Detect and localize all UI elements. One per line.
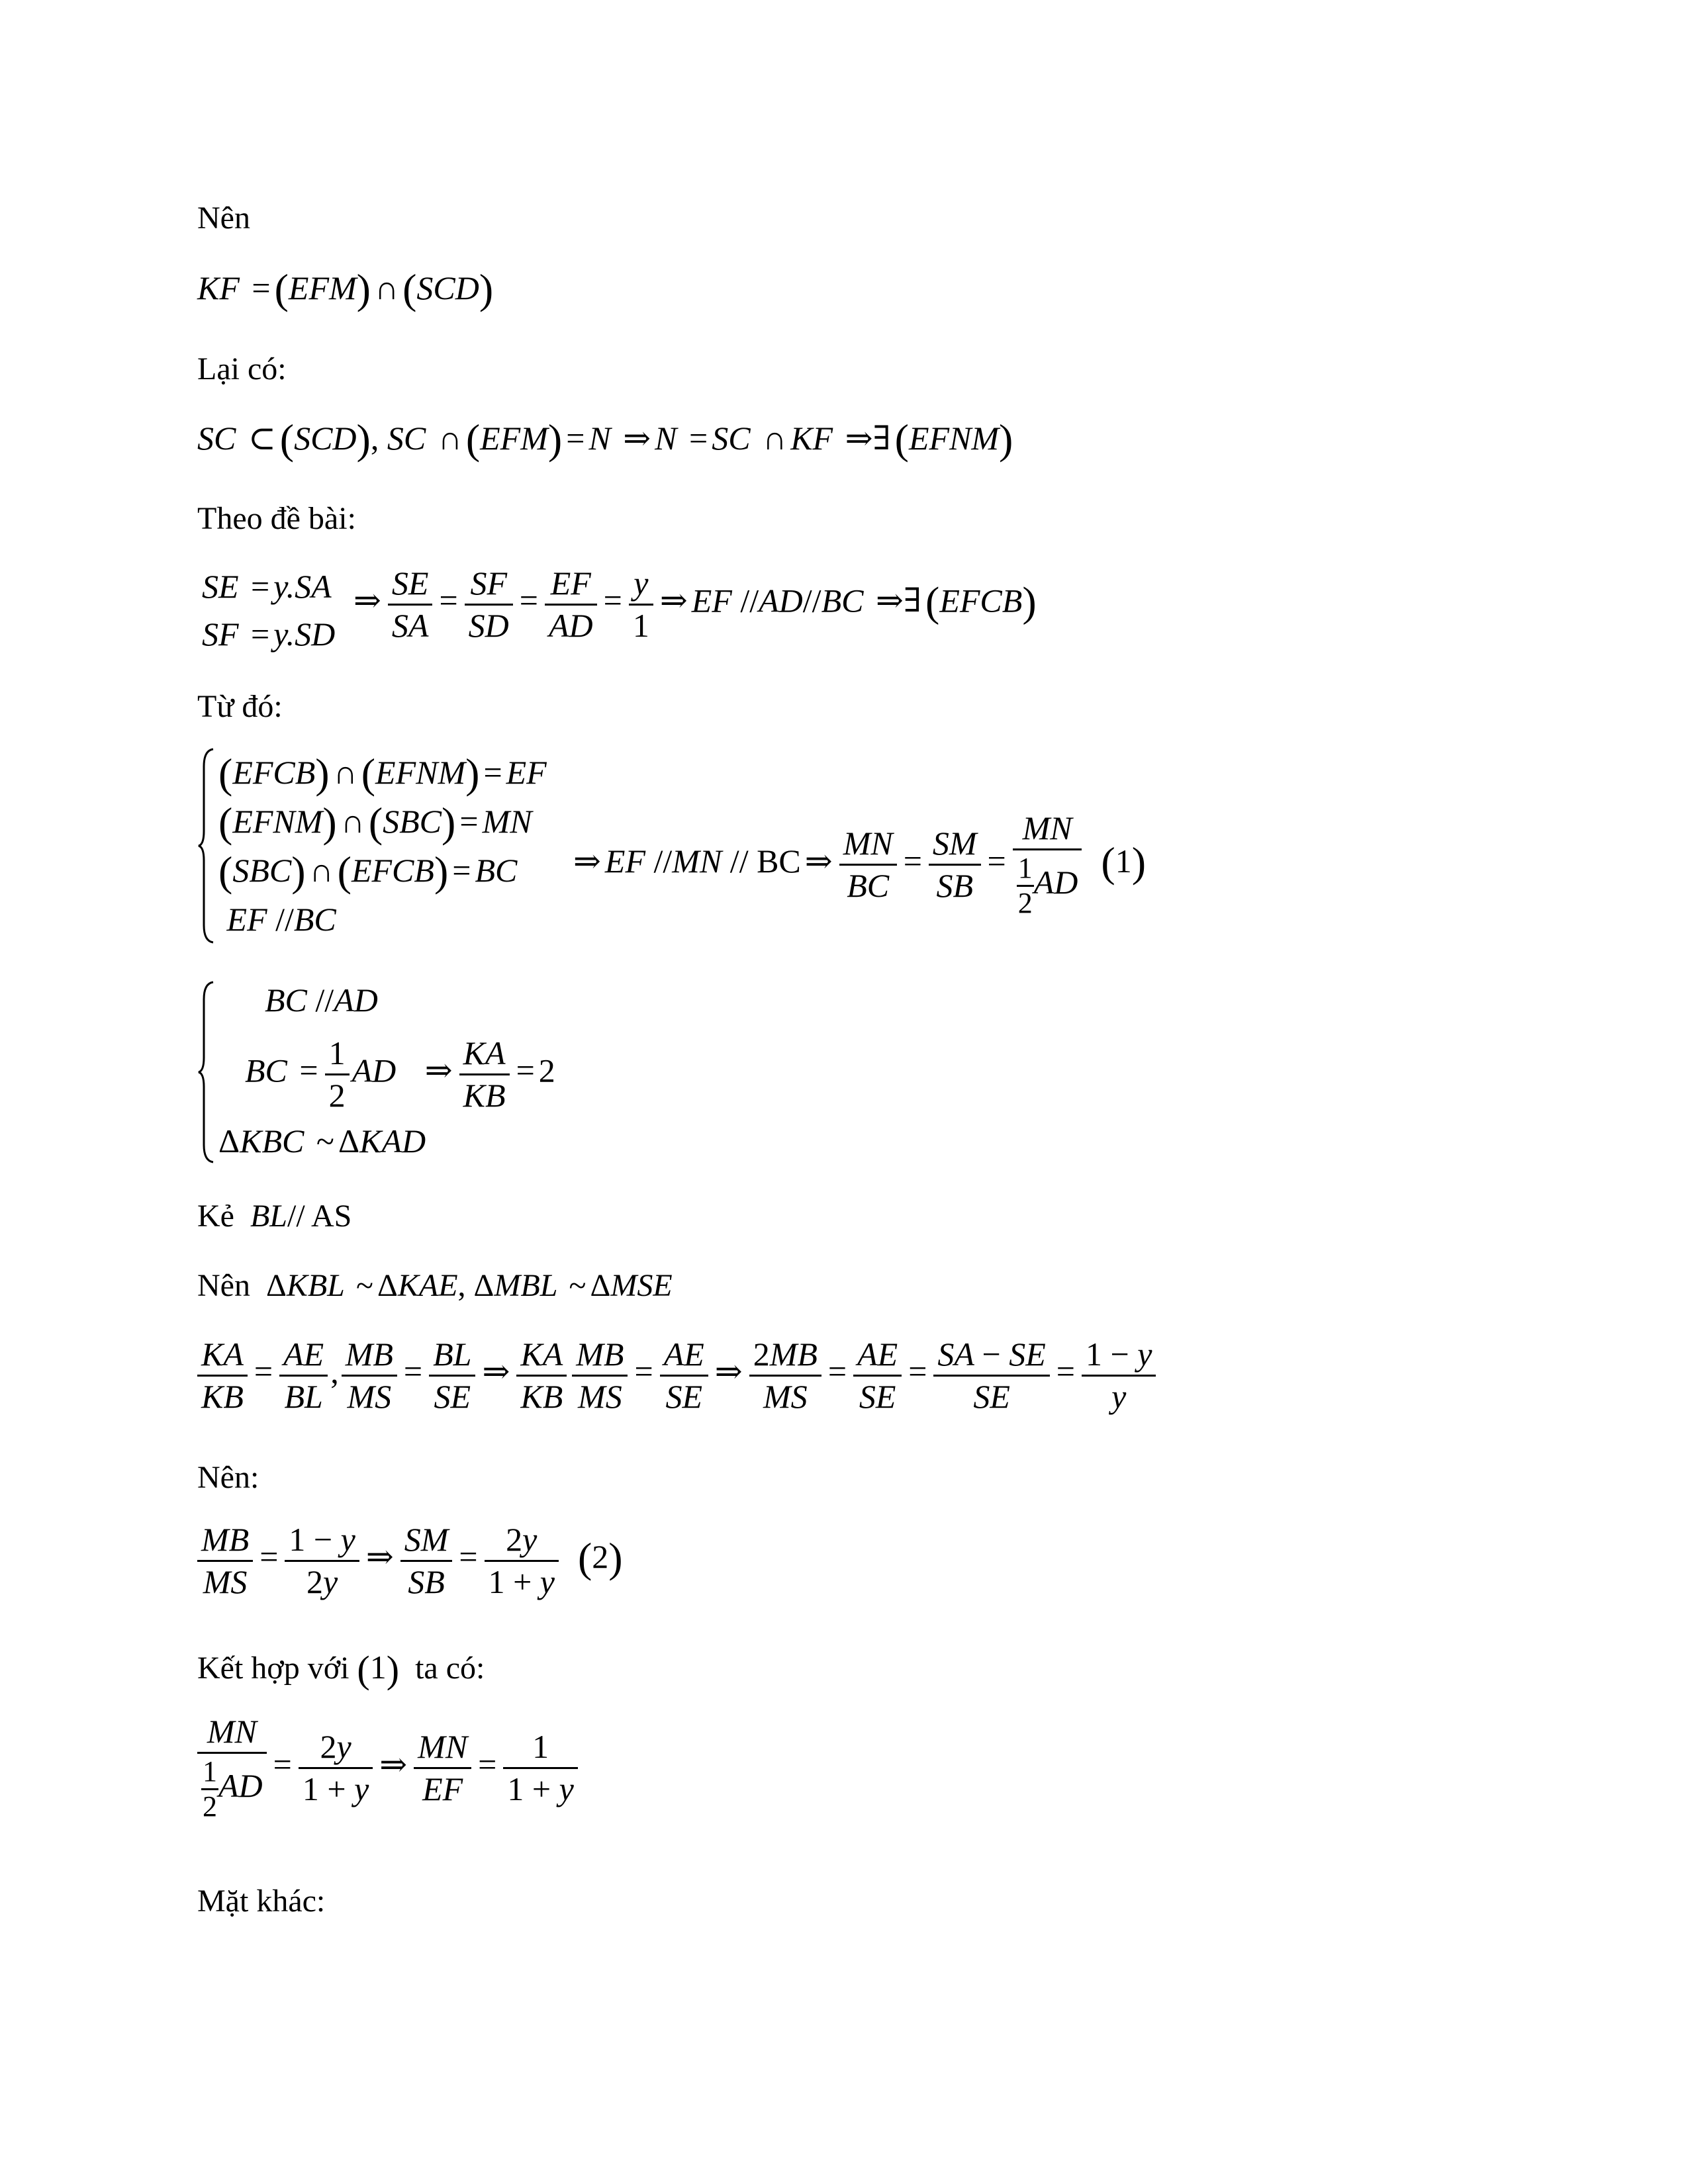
label-nen-3: Nên:	[197, 1460, 259, 1495]
line-nen-similar: Nên ΔKBL ~ ΔKAE, ΔMBL ~ ΔMSE	[197, 1268, 673, 1303]
equation-sc-intersection: SC ⊂(SCD), SC ∩(EFM) = N ⇒ N = SC ∩ KF ⇒∃(EFNM)	[197, 416, 1013, 463]
line-ket-hop: Kết hợp với (1) ta có:	[197, 1648, 485, 1691]
label-theo-de-bai: Theo đề bài:	[197, 501, 356, 536]
tag-1: 1	[1115, 842, 1132, 880]
equation-mn-ratio: ⇒ EF //MN // BC ⇒ $\frac{MN}{BC}$ = $\frac{SM}{SB}$ = MN $\frac{1}{2}$ AD (1)	[573, 809, 1147, 919]
label-lai-co: Lại có:	[197, 351, 287, 387]
equation-similar-triangles-1: ΔKBC ~ ΔKAD	[218, 1122, 426, 1160]
label-as: AS	[311, 1199, 352, 1234]
label-ta-co: ta có:	[415, 1651, 485, 1686]
label-ke: Kẻ	[197, 1199, 234, 1234]
label-mat-khac: Mặt khác:	[197, 1884, 326, 1919]
left-brace-system-2	[197, 979, 216, 1165]
equation-se-sf-system: SE = y.SA SF = y.SD	[202, 568, 336, 653]
label-nen-2: Nên	[197, 1268, 250, 1303]
equation-bc-half-ad: BC = $\frac{1}{2}$ AD ⇒ $\frac{KA}{KB}$ = 2	[245, 1034, 555, 1114]
left-brace-system-1	[197, 747, 216, 945]
label-tu-do: Từ đó:	[197, 689, 283, 724]
line-ke-bl: Kẻ BL// AS	[197, 1199, 352, 1234]
tag-2: 2	[592, 1538, 609, 1576]
equation-ratios-parallel: ⇒ $\frac{SE}{SA}$ = $\frac{SF}{SD}$ = $\frac{EF}{AD}$ = $\frac{y}{1}$ ⇒ EF //AD//BC ⇒∃(EFCB)	[353, 565, 1037, 644]
equation-system-1: (EFCB) ∩(EFNM) = EF (EFNM) ∩(SBC) = MN (SBC) ∩(EFCB) = BC EF //BC	[218, 750, 547, 938]
equation-kf: KF =(EFM) ∩(SCD)	[197, 265, 494, 312]
label-nen-1: Nên	[197, 201, 250, 236]
label-ket-hop: Kết hợp với	[197, 1651, 350, 1686]
equation-bc-parallel-ad: BC //AD	[265, 981, 378, 1019]
equation-sm-sb: $\frac{MB}{MS}$ = $\frac{1 - y}{2y}$ ⇒ $\frac{SM}{SB}$ = $\frac{2y}{1 + y}$ (2)	[197, 1522, 623, 1599]
equation-fraction-chain: $\frac{KA}{KB}$ = $\frac{AE}{BL}$ , $\frac{MB}{MS}$ = $\frac{BL}{SE}$ ⇒ $\frac{KA}{KB}$ $\frac{MB}{MS}$ = $\frac{AE}{SE}$ ⇒ $\frac{2MB}{MS}$ = $\frac{AE}{SE}$ = $\frac{SA - SE}{SE}$ = $\frac{1 - y}{y}$	[197, 1337, 1158, 1414]
equation-mn-ef: MN $\frac{1}{2}$ AD = $\frac{2y}{1 + y}$ ⇒ $\frac{MN}{EF}$ = $\frac{1}{1 + y}$	[197, 1714, 581, 1822]
